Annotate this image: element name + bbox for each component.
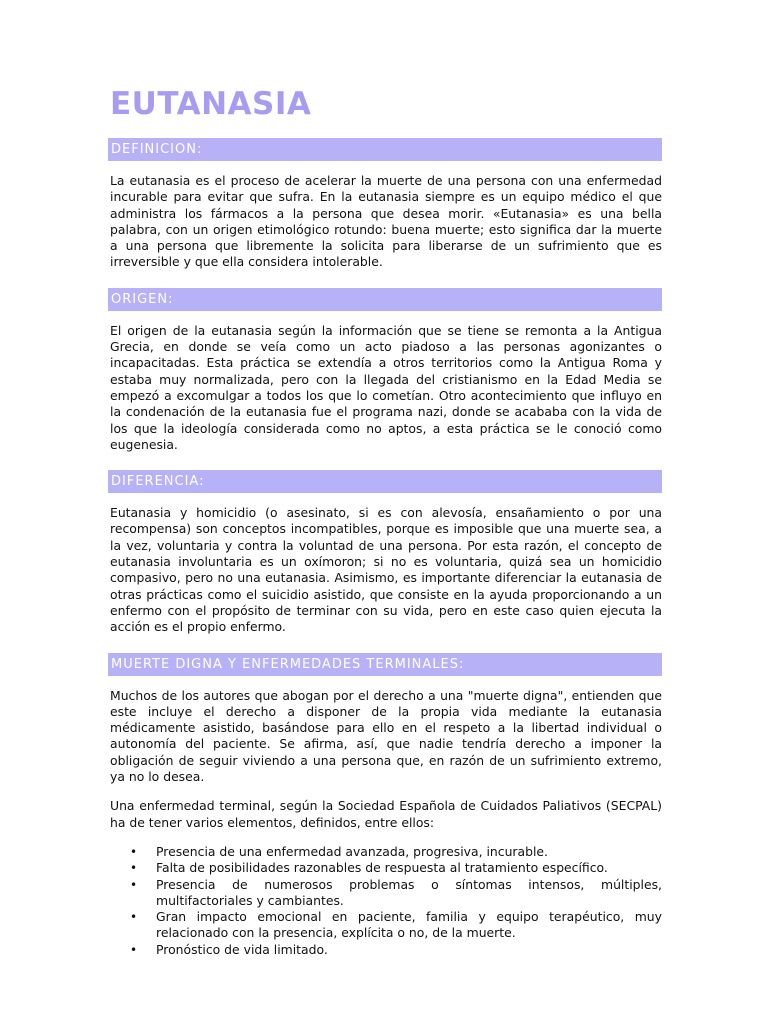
section-heading: ORIGEN: xyxy=(108,288,662,311)
list-item xyxy=(110,909,662,942)
page-title: EUTANASIA xyxy=(110,86,312,122)
list-item-text: Gran impacto emocional en paciente, familia y equipo terapéutico, muy relacionado con la presencia, explícita o no, de la muerte. xyxy=(156,909,662,941)
section-heading: MUERTE DIGNA Y ENFERMEDADES TERMINALES: xyxy=(108,653,662,676)
section-paragraph: Una enfermedad terminal, según la Sociedad Española de Cuidados Paliativos (SECPAL) ha de tener varios elementos, definidos, entre ellos: xyxy=(110,798,662,830)
section-definicion xyxy=(108,138,662,271)
section-paragraph: El origen de la eutanasia según la información que se tiene se remonta a la Antigua Grecia, en donde se veía como un acto piadoso a las personas agonizantes o incapacitadas. Esta práctica se extendía a otros territorios como la Antigua Roma y estaba muy normalizada, pero con la llegada del cristianismo en la Edad Media se empezó a excomulgar a todos los que lo cometían. Otro acontecimiento que influyo en la condenación de la eutanasia fue el programa nazi, donde se acababa con la vida de los que la ideología considerada como no aptos, a esta práctica se le conoció como eugenesia. xyxy=(110,322,662,452)
list-item xyxy=(110,942,662,958)
section-diferencia xyxy=(108,470,662,635)
bullet-icon: • xyxy=(130,877,138,892)
section-heading: DEFINICION: xyxy=(108,138,662,161)
list-item-text: Pronóstico de vida limitado. xyxy=(156,941,328,957)
bullet-icon: • xyxy=(130,942,138,957)
bullet-icon: • xyxy=(130,844,138,859)
section-paragraph: La eutanasia es el proceso de acelerar la muerte de una persona con una enfermedad incurable para evitar que sufra. En la eutanasia siempre es un equipo médico el que administra los fármacos a la persona que desea morir. «Eutanasia» es una bella palabra, con un origen etimológico rotundo: buena muerte; esto significa dar la muerte a una persona que libremente la solicita para liberarse de un sufrimiento que es irreversible y que ella considera intolerable. xyxy=(110,173,662,270)
section-heading: DIFERENCIA: xyxy=(108,470,662,493)
list-item xyxy=(110,844,662,860)
list-item xyxy=(110,877,662,910)
section-paragraph: Eutanasia y homicidio (o asesinato, si es con alevosía, ensañamiento o por una recompensa) son conceptos incompatibles, porque es imposible que una muerte sea, a la vez, voluntaria y contra la voluntad de una persona. Por esta razón, el concepto de eutanasia involuntaria es un oxímoron; si no es voluntaria, quizá sea un homicidio compasivo, pero no una eutanasia. Asimismo, es importante diferenciar la eutanasia de otras prácticas como el suicidio asistido, que consiste en la ayuda proporcionando a un enfermo con el propósito de terminar con su vida, pero en este caso quien ejecuta la acción es el propio enfermo. xyxy=(110,505,662,635)
list-item-text: Falta de posibilidades razonables de respuesta al tratamiento específico. xyxy=(156,860,608,876)
document-page xyxy=(108,84,662,958)
bullet-icon: • xyxy=(130,861,138,876)
section-origen xyxy=(108,288,662,453)
list-item-text: Presencia de una enfermedad avanzada, progresiva, incurable. xyxy=(156,843,548,859)
list-item xyxy=(110,860,662,876)
bullet-list xyxy=(110,844,662,958)
section-paragraph: Muchos de los autores que abogan por el derecho a una "muerte digna", entienden que este incluye el derecho a disponer de la propia vida mediante la eutanasia médicamente asistido, basándose para ello en el respeto a la libertad individual o autonomía del paciente. Se afirma, así, que nadie tendría derecho a imponer la obligación de seguir viviendo a una persona que, en razón de un sufrimiento extremo, ya no lo desea. xyxy=(110,687,662,785)
section-muerte-digna xyxy=(108,653,662,958)
bullet-icon: • xyxy=(130,910,138,925)
list-item-text: Presencia de numerosos problemas o síntomas intensos, múltiples, multifactoriales y cambiantes. xyxy=(156,876,662,908)
